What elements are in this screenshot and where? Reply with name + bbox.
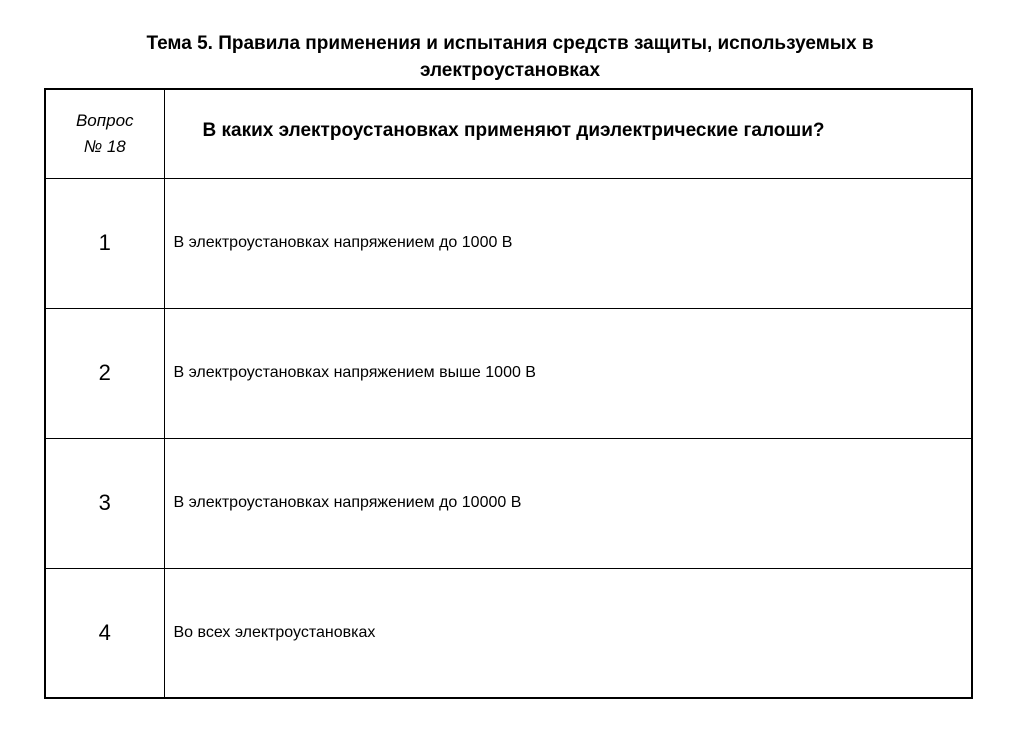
question-text: В каких электроустановках применяют диэлектрические галоши?: [164, 89, 972, 178]
answer-number: 2: [45, 308, 164, 438]
page-title: [60, 30, 960, 84]
question-number: № 18: [83, 136, 126, 156]
answer-option-4[interactable]: Во всех электроустановках: [164, 568, 972, 698]
page-title-line-2: электроустановках: [419, 60, 601, 81]
question-label: Вопрос: [75, 110, 134, 130]
answer-option-2[interactable]: В электроустановках напряжением выше 1000 В: [164, 308, 972, 438]
answer-row-1[interactable]: [45, 178, 972, 308]
answer-number: 4: [45, 568, 164, 698]
answer-option-3[interactable]: В электроустановках напряжением до 10000 В: [164, 438, 972, 568]
answer-option-1[interactable]: В электроустановках напряжением до 1000 В: [164, 178, 972, 308]
answer-number: 1: [45, 178, 164, 308]
quiz-table: [44, 88, 973, 699]
question-number-cell: [45, 89, 164, 178]
question-row: [45, 89, 972, 178]
answer-row-3[interactable]: [45, 438, 972, 568]
answer-row-4[interactable]: [45, 568, 972, 698]
answer-row-2[interactable]: [45, 308, 972, 438]
answer-number: 3: [45, 438, 164, 568]
page-title-line-1: Тема 5. Правила применения и испытания средств защиты, используемых в: [146, 33, 874, 54]
